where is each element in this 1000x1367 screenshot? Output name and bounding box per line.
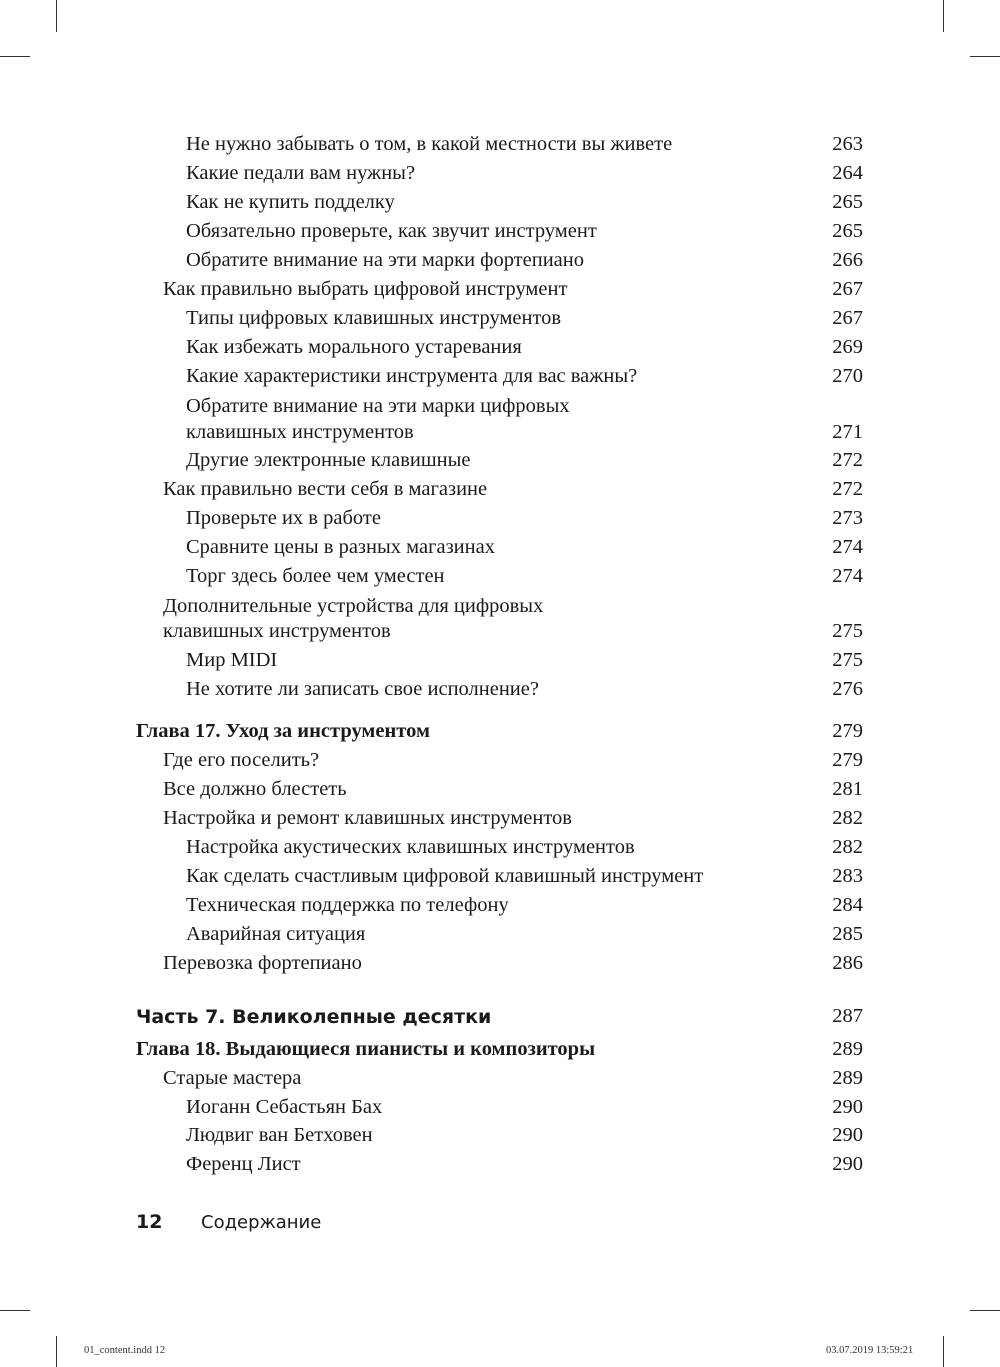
- toc-chapter[interactable]: Глава 17. Уход за инструментом: [136, 720, 430, 742]
- toc-page-number: 263: [832, 133, 863, 155]
- toc-entry[interactable]: Как избежать морального устаревания: [186, 336, 522, 358]
- toc-entry[interactable]: Какие характеристики инструмента для вас важны?: [186, 365, 638, 387]
- toc-page-number: 290: [832, 1096, 863, 1118]
- slug-timestamp: 03.07.2019 13:59:21: [826, 1345, 914, 1356]
- toc-entry[interactable]: Техническая поддержка по телефону: [186, 894, 509, 916]
- crop-mark: [0, 1310, 30, 1311]
- folio-page-number: 12: [136, 1211, 163, 1233]
- toc-section[interactable]: Как правильно выбрать цифровой инструмент: [163, 278, 568, 300]
- toc-entry[interactable]: Обратите внимание на эти марки цифровых: [186, 395, 570, 417]
- toc-page-number: 286: [832, 952, 863, 974]
- toc-page-number: 290: [832, 1153, 863, 1175]
- toc-page-number: 281: [832, 778, 863, 800]
- toc-page-number: 273: [832, 507, 863, 529]
- toc-section[interactable]: Где его поселить?: [163, 749, 320, 771]
- running-footer-title: Содержание: [201, 1212, 322, 1233]
- toc-entry[interactable]: Аварийная ситуация: [186, 923, 366, 945]
- toc-section[interactable]: Все должно блестеть: [163, 778, 347, 800]
- toc-page-number: 265: [832, 220, 863, 242]
- toc-page-number: 283: [832, 865, 863, 887]
- toc-section[interactable]: Как правильно вести себя в магазине: [163, 478, 488, 500]
- toc-entry[interactable]: Проверьте их в работе: [186, 507, 381, 529]
- toc-page-number: 289: [832, 1038, 863, 1060]
- toc-page-number: 267: [832, 307, 863, 329]
- toc-entry[interactable]: Мир MIDI: [186, 649, 278, 671]
- slug-file-name: 01_content.indd 12: [84, 1345, 166, 1356]
- toc-entry[interactable]: Иоганн Себастьян Бах: [186, 1096, 383, 1118]
- crop-mark: [943, 1336, 944, 1367]
- toc-page-number: 272: [832, 449, 863, 471]
- crop-mark: [970, 56, 1000, 57]
- toc-page-number: 287: [832, 1005, 863, 1027]
- toc-chapter[interactable]: Глава 18. Выдающиеся пианисты и композиторы: [136, 1038, 596, 1060]
- toc-page-number: 267: [832, 278, 863, 300]
- toc-entry[interactable]: Не хотите ли записать свое исполнение?: [186, 678, 539, 700]
- toc-page-number: 269: [832, 336, 863, 358]
- toc-entry[interactable]: Обратите внимание на эти марки фортепиано: [186, 249, 584, 271]
- toc-entry[interactable]: Торг здесь более чем уместен: [186, 565, 445, 587]
- toc-page-number: 274: [832, 565, 863, 587]
- toc-entry[interactable]: клавишных инструментов: [186, 421, 414, 443]
- toc-entry[interactable]: Другие электронные клавишные: [186, 449, 471, 471]
- toc-page-number: 272: [832, 478, 863, 500]
- toc-entry[interactable]: Как не купить подделку: [186, 191, 395, 213]
- crop-mark: [56, 0, 57, 32]
- crop-mark: [0, 56, 30, 57]
- toc-part[interactable]: Часть 7. Великолепные десятки: [136, 1006, 492, 1028]
- toc-entry[interactable]: Не нужно забывать о том, в какой местности вы живете: [186, 133, 673, 155]
- toc-page-number: 264: [832, 162, 863, 184]
- toc-section[interactable]: клавишных инструментов: [163, 620, 391, 642]
- crop-mark: [943, 0, 944, 32]
- toc-page-number: 271: [832, 421, 863, 443]
- toc-page-number: 289: [832, 1067, 863, 1089]
- toc-section[interactable]: Настройка и ремонт клавишных инструментов: [163, 807, 572, 829]
- toc-entry[interactable]: Обязательно проверьте, как звучит инструмент: [186, 220, 597, 242]
- toc-page-number: 279: [832, 720, 863, 742]
- toc-page-number: 284: [832, 894, 863, 916]
- toc-section[interactable]: Старые мастера: [163, 1067, 302, 1089]
- toc-page-number: 285: [832, 923, 863, 945]
- toc-page-number: 275: [832, 620, 863, 642]
- toc-entry[interactable]: Сравните цены в разных магазинах: [186, 536, 495, 558]
- toc-section[interactable]: Перевозка фортепиано: [163, 952, 362, 974]
- toc-page-number: 276: [832, 678, 863, 700]
- toc-entry[interactable]: Настройка акустических клавишных инструментов: [186, 836, 635, 858]
- toc-entry[interactable]: Какие педали вам нужны?: [186, 162, 416, 184]
- toc-section[interactable]: Дополнительные устройства для цифровых: [163, 595, 544, 617]
- toc-page-number: 275: [832, 649, 863, 671]
- toc-page-number: 265: [832, 191, 863, 213]
- crop-mark: [970, 1310, 1000, 1311]
- toc-entry[interactable]: Людвиг ван Бетховен: [186, 1124, 373, 1146]
- toc-page-number: 282: [832, 807, 863, 829]
- crop-mark: [56, 1336, 57, 1367]
- toc-entry[interactable]: Типы цифровых клавишных инструментов: [186, 307, 562, 329]
- toc-page-number: 290: [832, 1124, 863, 1146]
- toc-entry[interactable]: Ференц Лист: [186, 1153, 301, 1175]
- toc-page-number: 279: [832, 749, 863, 771]
- toc-entry[interactable]: Как сделать счастливым цифровой клавишный инструмент: [186, 865, 704, 887]
- toc-page-number: 270: [832, 365, 863, 387]
- toc-page-number: 266: [832, 249, 863, 271]
- toc-page-number: 274: [832, 536, 863, 558]
- toc-page-number: 282: [832, 836, 863, 858]
